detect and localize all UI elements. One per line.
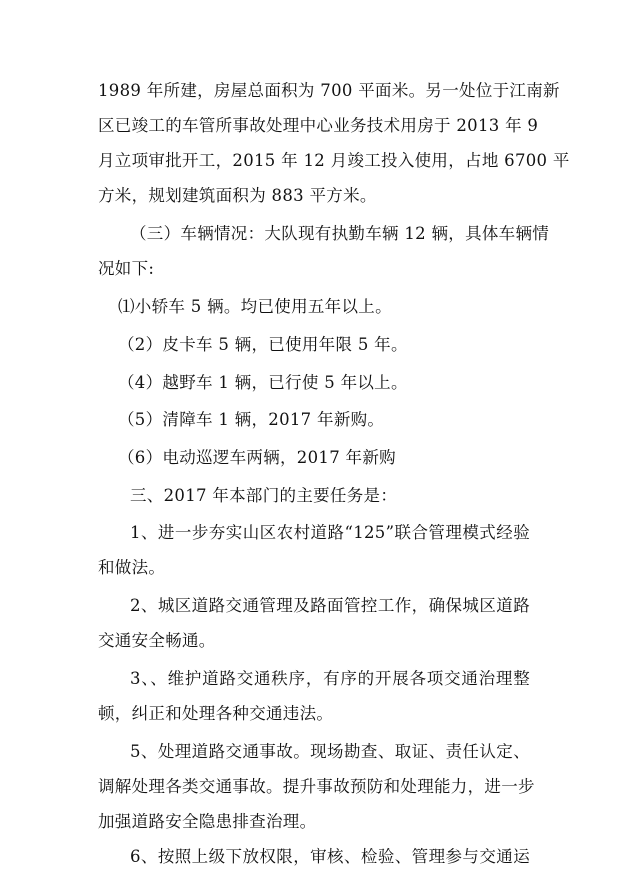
text-line: 区已竣工的车管所事故处理中心业务技术用房于 2013 年 9 [98,116,539,135]
text-line: 6、按照上级下放权限，审核、检验、管理参与交通运 [130,847,530,866]
text-line: 3、、维护道路交通秩序，有序的开展各项交通治理整 [130,669,530,688]
section-heading: 三、2017 年本部门的主要任务是： [130,486,398,505]
text-line: 方米，规划建筑面积为 883 平方米。 [98,186,377,205]
text-line: 顿，纠正和处理各种交通违法。 [98,704,334,723]
list-item: （2）皮卡车 5 辆，已使用年限 5 年。 [118,335,408,354]
list-item: （5）清障车 1 辆，2017 年新购。 [118,410,385,429]
text-line: 1、进一步夯实山区农村道路“125”联合管理模式经验 [130,523,530,542]
text-line: 交通安全畅通。 [98,631,216,650]
list-item: ⑴小轿车 5 辆。均已使用五年以上。 [118,297,392,316]
list-item: （4）越野车 1 辆，已行使 5 年以上。 [118,373,408,392]
text-line: 况如下: [98,259,155,278]
text-line: （三）车辆情况：大队现有执勤车辆 12 辆，具体车辆情 [130,224,550,243]
text-line: 2、城区道路交通管理及路面管控工作，确保城区道路 [130,596,530,615]
text-line: 和做法。 [98,558,166,577]
text-line: 5、处理道路交通事故。现场勘查、取证、责任认定、 [130,742,530,761]
text-line: 月立项审批开工，2015 年 12 月竣工投入使用，占地 6700 平 [98,151,570,170]
text-line: 1989 年所建，房屋总面积为 700 平面米。另一处位于江南新 [98,81,560,100]
text-line: 加强道路安全隐患排查治理。 [98,812,317,831]
list-item: （6）电动巡逻车两辆，2017 年新购 [118,448,396,467]
text-line: 调解处理各类交通事故。提升事故预防和处理能力，进一步 [98,777,535,796]
